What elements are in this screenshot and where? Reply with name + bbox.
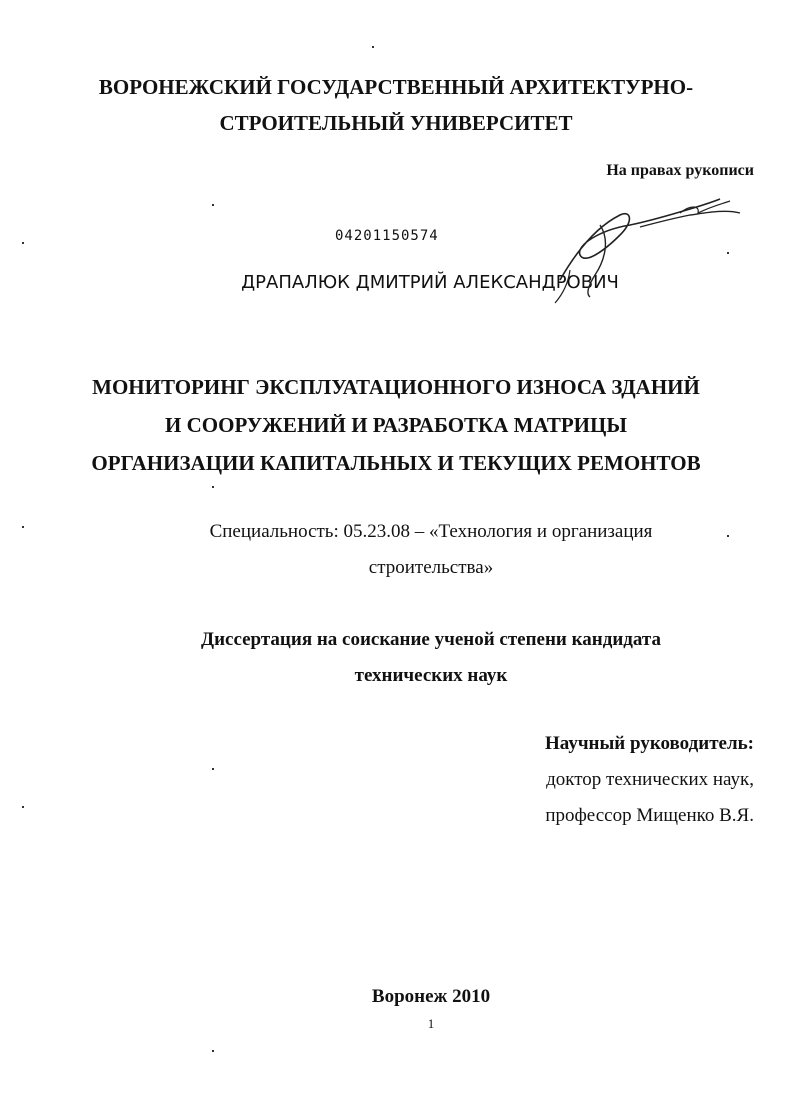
title-line2: И СООРУЖЕНИЙ И РАЗРАБОТКА МАТРИЦЫ — [165, 413, 627, 437]
page-number: 1 — [427, 1016, 435, 1031]
scan-speck — [212, 1050, 214, 1052]
supervisor-heading: Научный руководитель: — [545, 733, 754, 754]
specialty-line1: Специальность: 05.23.08 – «Технология и организация — [209, 521, 653, 542]
scan-speck — [22, 526, 24, 528]
degree-line1: Диссертация на соискание ученой степени кандидата — [201, 629, 661, 650]
registration-number: 04201150574 — [335, 228, 439, 244]
scan-speck — [212, 204, 214, 206]
dissertation-title — [0, 368, 792, 482]
supervisor-name: профессор Мищенко В.Я. — [545, 805, 754, 826]
supervisor-rank: доктор технических наук, — [546, 769, 754, 790]
scan-speck — [727, 252, 729, 254]
specialty-line2: строительства» — [368, 557, 494, 578]
university-name-line1: ВОРОНЕЖСКИЙ ГОСУДАРСТВЕННЫЙ АРХИТЕКТУРНО- — [98, 75, 694, 99]
title-line1: МОНИТОРИНГ ЭКСПЛУАТАЦИОННОГО ИЗНОСА ЗДАНИЙ — [92, 375, 700, 399]
signature-icon — [540, 185, 750, 305]
manuscript-rights-label: На правах рукописи — [606, 162, 754, 179]
scan-speck — [22, 242, 24, 244]
university-name-line2: СТРОИТЕЛЬНЫЙ УНИВЕРСИТЕТ — [219, 111, 573, 135]
title-line3: ОРГАНИЗАЦИИ КАПИТАЛЬНЫХ И ТЕКУЩИХ РЕМОНТОВ — [91, 451, 701, 475]
city-year: Воронеж 2010 — [371, 986, 491, 1007]
scan-speck — [22, 806, 24, 808]
scan-speck — [212, 768, 214, 770]
specialty — [0, 514, 792, 586]
scan-speck — [212, 486, 214, 488]
degree-line2: технических наук — [354, 665, 508, 686]
degree-statement — [0, 622, 792, 694]
scan-speck — [727, 535, 729, 537]
scan-speck — [372, 46, 374, 48]
author-name: ДРАПАЛЮК ДМИТРИЙ АЛЕКСАНДРОВИЧ — [241, 272, 619, 293]
